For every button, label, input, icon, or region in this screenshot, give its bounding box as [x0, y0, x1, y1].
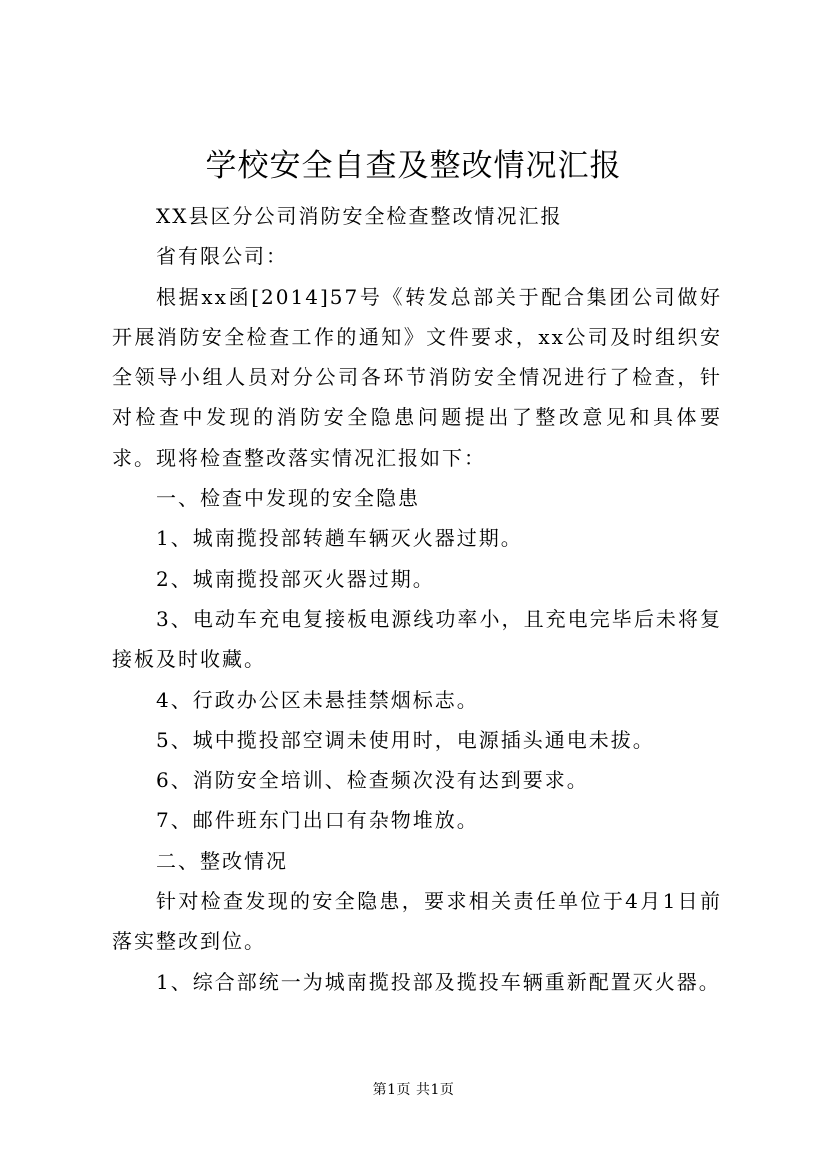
hazard-item: 1、城南揽投部转趟车辆灭火器过期。: [156, 526, 523, 551]
hazard-item: 3、电动车充电复接板电源线功率小，且充电完毕后未将复接板及时收藏。: [112, 606, 722, 672]
document-body: [112, 196, 722, 1002]
report-subtitle: XX县区分公司消防安全检查整改情况汇报: [156, 204, 563, 228]
hazard-item: 6、消防安全培训、检查频次没有达到要求。: [156, 768, 589, 793]
hazard-item: 4、行政办公区未悬挂禁烟标志。: [156, 687, 479, 712]
salutation: 省有限公司：: [156, 244, 288, 269]
section-heading-rectification: 二、整改情况: [156, 848, 288, 873]
hazard-item: 7、邮件班东门出口有杂物堆放。: [156, 808, 479, 833]
section-heading-hazards: 一、检查中发现的安全隐患: [156, 486, 420, 511]
intro-paragraph: 根据xx函[2014]57号《转发总部关于配合集团公司做好开展消防安全检查工作的通知》文件要求，xx公司及时组织安全领导小组人员对分公司各环节消防安全情况进行了检查，针对检查中发现的消防安全隐患问题提出了整改意见和具体要求。现将检查整改落实情况汇报如下：: [112, 284, 722, 470]
document-title: 学校安全自查及整改情况汇报: [205, 148, 622, 184]
page-footer: 第1页 共1页: [372, 1082, 455, 1098]
hazard-item: 5、城中揽投部空调未使用时，电源插头通电未拔。: [156, 727, 655, 752]
rectification-paragraph: 针对检查发现的安全隐患，要求相关责任单位于4月1日前落实整改到位。: [112, 889, 722, 954]
rectification-item: 1、综合部统一为城南揽投部及揽投车辆重新配置灭火器。: [156, 969, 721, 994]
hazard-item: 2、城南揽投部灭火器过期。: [156, 566, 435, 591]
